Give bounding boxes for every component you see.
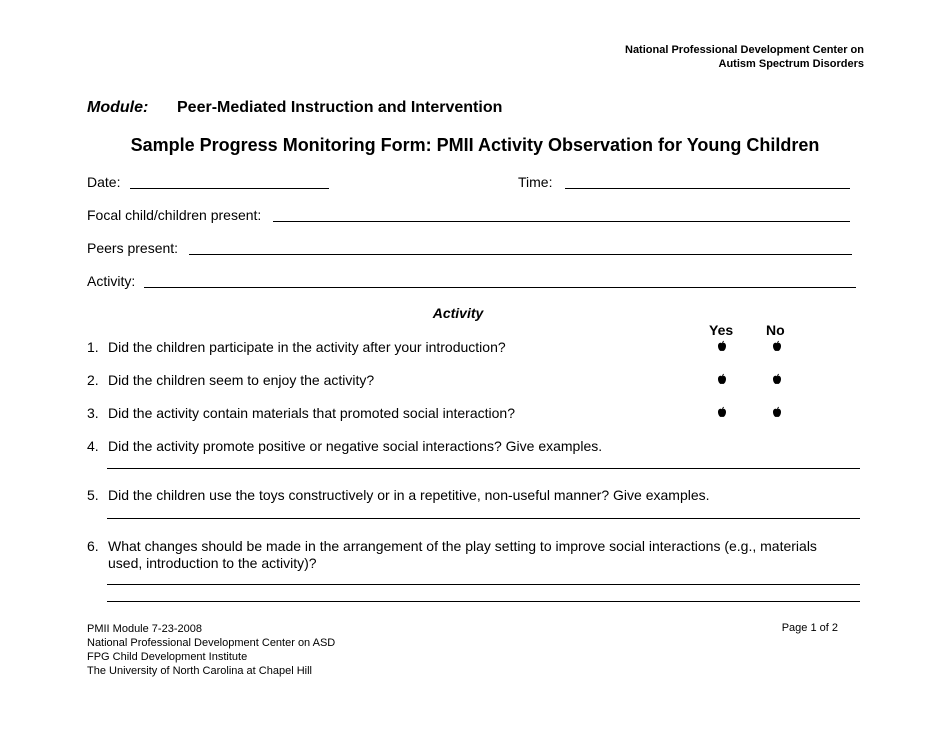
- question-text: Did the activity promote positive or negative social interactions? Give examples.: [108, 438, 603, 454]
- question-text: Did the children use the toys constructively or in a repetitive, non-useful manner? Give examples.: [108, 487, 710, 503]
- question-text: Did the children seem to enjoy the activity?: [108, 372, 375, 388]
- module-name: Peer-Mediated Instruction and Intervention: [177, 99, 503, 116]
- time-field[interactable]: [565, 188, 850, 189]
- answer-line[interactable]: [107, 468, 860, 469]
- footer-line: PMII Module 7-23-2008: [87, 623, 202, 635]
- activity-field[interactable]: [144, 287, 856, 288]
- time-label: Time:: [518, 174, 553, 190]
- answer-line[interactable]: [107, 601, 860, 602]
- question-number: 4.: [87, 438, 99, 454]
- question-text-line2: used, introduction to the activity)?: [108, 555, 317, 571]
- header-org-line2: Autism Spectrum Disorders: [718, 58, 864, 70]
- apple-bullet-icon[interactable]: [771, 340, 783, 352]
- module-label: Module:: [87, 99, 149, 116]
- answer-line[interactable]: [107, 584, 860, 585]
- question-number: 6.: [87, 538, 99, 554]
- question-number: 2.: [87, 372, 99, 388]
- footer-line: National Professional Development Center on ASD: [87, 637, 336, 649]
- answer-line[interactable]: [107, 518, 860, 519]
- date-label: Date:: [87, 174, 121, 190]
- no-column-header: No: [766, 322, 785, 338]
- apple-bullet-icon[interactable]: [771, 406, 783, 418]
- question-number: 3.: [87, 405, 99, 421]
- question-text-line1: What changes should be made in the arrangement of the play setting to improve social interactions (e.g., materials: [108, 538, 817, 554]
- apple-bullet-icon[interactable]: [716, 340, 728, 352]
- yes-column-header: Yes: [709, 322, 734, 338]
- focal-children-label: Focal child/children present:: [87, 207, 262, 223]
- activity-label: Activity:: [87, 273, 136, 289]
- footer-info: [87, 622, 335, 678]
- peers-label: Peers present:: [87, 240, 179, 256]
- form-title: Sample Progress Monitoring Form: PMII Activity Observation for Young Children: [130, 135, 820, 155]
- date-field[interactable]: [130, 188, 329, 189]
- apple-bullet-icon[interactable]: [716, 406, 728, 418]
- apple-bullet-icon[interactable]: [771, 373, 783, 385]
- focal-children-field[interactable]: [273, 221, 850, 222]
- page-number: Page 1 of 2: [781, 622, 838, 634]
- question-text: Did the activity contain materials that promoted social interaction?: [108, 405, 515, 421]
- footer-line: The University of North Carolina at Chapel Hill: [87, 665, 312, 677]
- apple-bullet-icon[interactable]: [716, 373, 728, 385]
- header-org-line1: National Professional Development Center on: [625, 44, 864, 56]
- question-number: 5.: [87, 487, 99, 503]
- footer-line: FPG Child Development Institute: [87, 651, 248, 663]
- question-text: Did the children participate in the activity after your introduction?: [108, 339, 506, 355]
- peers-field[interactable]: [189, 254, 852, 255]
- question-number: 1.: [87, 339, 99, 355]
- activity-section-title: Activity: [432, 305, 484, 321]
